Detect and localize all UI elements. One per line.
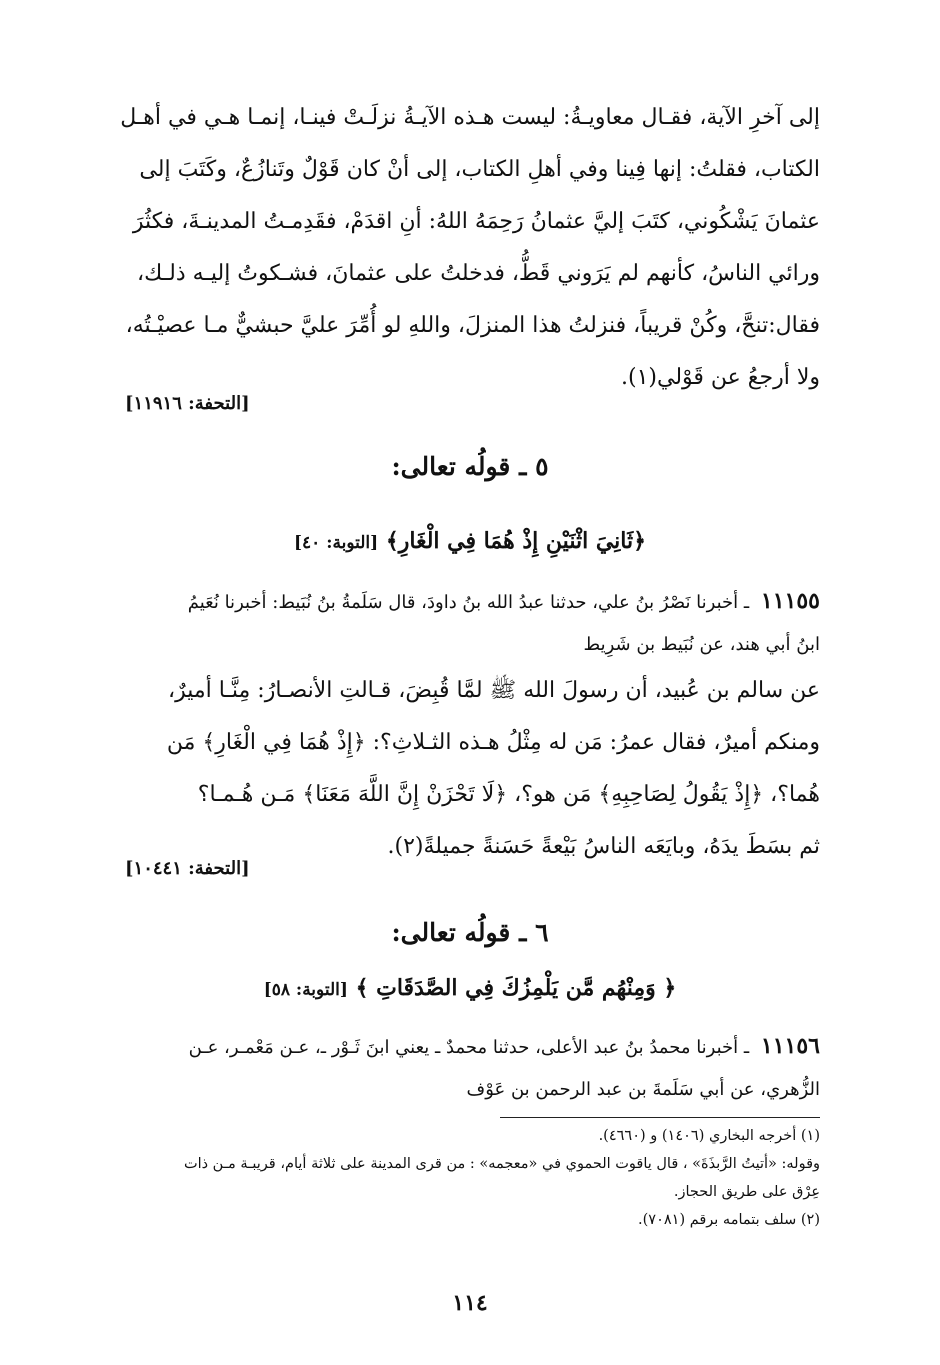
hadith-line: ابنُ أبي هند، عن نُبَيط بن شَرِيط: [583, 634, 820, 655]
footnote-divider: [500, 1117, 820, 1118]
section-heading-6: ٦ ـ قولُه تعالى:: [391, 918, 549, 947]
paragraph-line: إلى آخرِ الآية، فقـال معاويـةُ: ليست هـذه الآيـةُ نزلَـتْ فينـا، إنمـا هـي في أهـل: [120, 105, 820, 130]
hadith-11155-isnad: [120, 580, 820, 666]
footnote-line: (١) أخرجه البخاري (١٤٠٦) و (٤٦٦٠).: [598, 1128, 820, 1144]
verse-6: [0, 975, 940, 1001]
tuhfa-reference-2: [التحفة: ١٠٤٤١]: [125, 858, 250, 879]
hadith-11155-matn: [120, 665, 820, 873]
matn-line: ثم بسَطَ يدَهُ، وبايَعَه الناسُ بَيْعةً حَسَنةً جميلةً(٢).: [387, 834, 820, 859]
matn-line: هُما؟، ﴿إِذْ يَقُولُ لِصَاحِبِهِ﴾ مَن هو؟، ﴿لَا تَحْزَنْ إِنَّ اللَّهَ مَعَنَا﴾ مَـن هُـمـا؟: [197, 782, 820, 807]
hadith-text: ـ أخبرنا نَصْرُ بنُ علي، حدثنا عبدُ الله بنُ داودَ، قال سَلَمةُ بنُ نُبَيط: أخبرنا نُعَيمُ: [187, 592, 750, 613]
tuhfa-reference-1: [التحفة: ١١٩١٦]: [125, 393, 250, 414]
footnotes: [120, 1122, 820, 1234]
footnote-line: وقوله: «أتيتُ الرَّبذَةَ» ، قال ياقوت الحموي في «معجمه» : من قرى المدينة على ثلاثة أيام، قريبـة مـن ذات: [183, 1156, 820, 1172]
verse-text: ﴿ثَانِيَ اثْنَيْنِ إِذْ هُمَا فِي الْغَارِ﴾: [385, 528, 647, 554]
paragraph-line: فقال:تنحَّ، وكُنْ قريباً، فنزلتُ هذا المنزلَ، واللهِ لو أُمِّرَ عليَّ حبشيٌّ مـا عصيْـتُه،: [125, 313, 820, 338]
paragraph-line: عثمانَ يَشْكُوني، كتَبَ إليَّ عثمانُ رَحِمَهُ اللهُ: أنِ اقدَمْ، فقَدِمـتُ المدينـةَ، فكثُرَ: [132, 209, 820, 234]
hadith-number: ١١١٥٦: [760, 1033, 820, 1059]
hadith-line: [120, 580, 820, 624]
footnote-line: (٢) سلف بتمامه برقم (٧٠٨١).: [638, 1212, 820, 1228]
paragraph-line: ورائي الناسُ، كأنهم لم يَرَوني قَطُّ، فدخلتُ على عثمانَ، فشـكوتُ إليـه ذلـك،: [137, 261, 820, 286]
verse-text: ﴿ وَمِنْهُم مَّن يَلْمِزُكَ فِي الصَّدَقَاتِ ﴾: [355, 975, 677, 1001]
hadith-line: [120, 1025, 820, 1069]
top-paragraph: [120, 92, 820, 404]
page-number: ١١٤: [452, 1290, 488, 1316]
hadith-11156: [120, 1025, 820, 1111]
verse-source: [التوبة: ٤٠]: [293, 533, 379, 553]
paragraph-line: ولا أرجعُ عن قَوْلي(١).: [621, 365, 820, 390]
section-heading-5: ٥ ـ قولُه تعالى:: [391, 452, 549, 481]
matn-line: ومنكم أميرٌ، فقال عمرُ: مَن له مِثْلُ هـذه الثـلاثِ؟: ﴿إِذْ هُمَا فِي الْغَارِ﴾ مَن: [166, 730, 820, 755]
footnote-line: عِرْق على طريق الحجاز.: [673, 1184, 820, 1200]
hadith-line: الزُّهري، عن أبي سَلَمةَ بن عبد الرحمن بن عَوْف: [466, 1079, 820, 1100]
matn-line: عن سالم بن عُبيد، أن رسولَ الله ﷺ لمَّا قُبِضَ، قـالتِ الأنصـارُ: مِنَّـا أميرٌ،: [167, 678, 820, 703]
paragraph-line: الكتاب، فقلتُ: إنها فِينا وفي أهلِ الكتاب، إلى أنْ كان قَوْلٌ وتَنازُعٌ، وكَتَبَ إلى: [139, 157, 820, 182]
verse-5: [0, 528, 940, 554]
hadith-number: ١١١٥٥: [760, 588, 820, 614]
hadith-text: ـ أخبرنا محمدُ بنُ عبد الأعلى، حدثنا محمدٌ ـ يعني ابنَ ثَـوْر ـ، عـن مَعْمـر، عـن: [188, 1037, 750, 1058]
verse-source: [التوبة: ٥٨]: [263, 980, 348, 1000]
